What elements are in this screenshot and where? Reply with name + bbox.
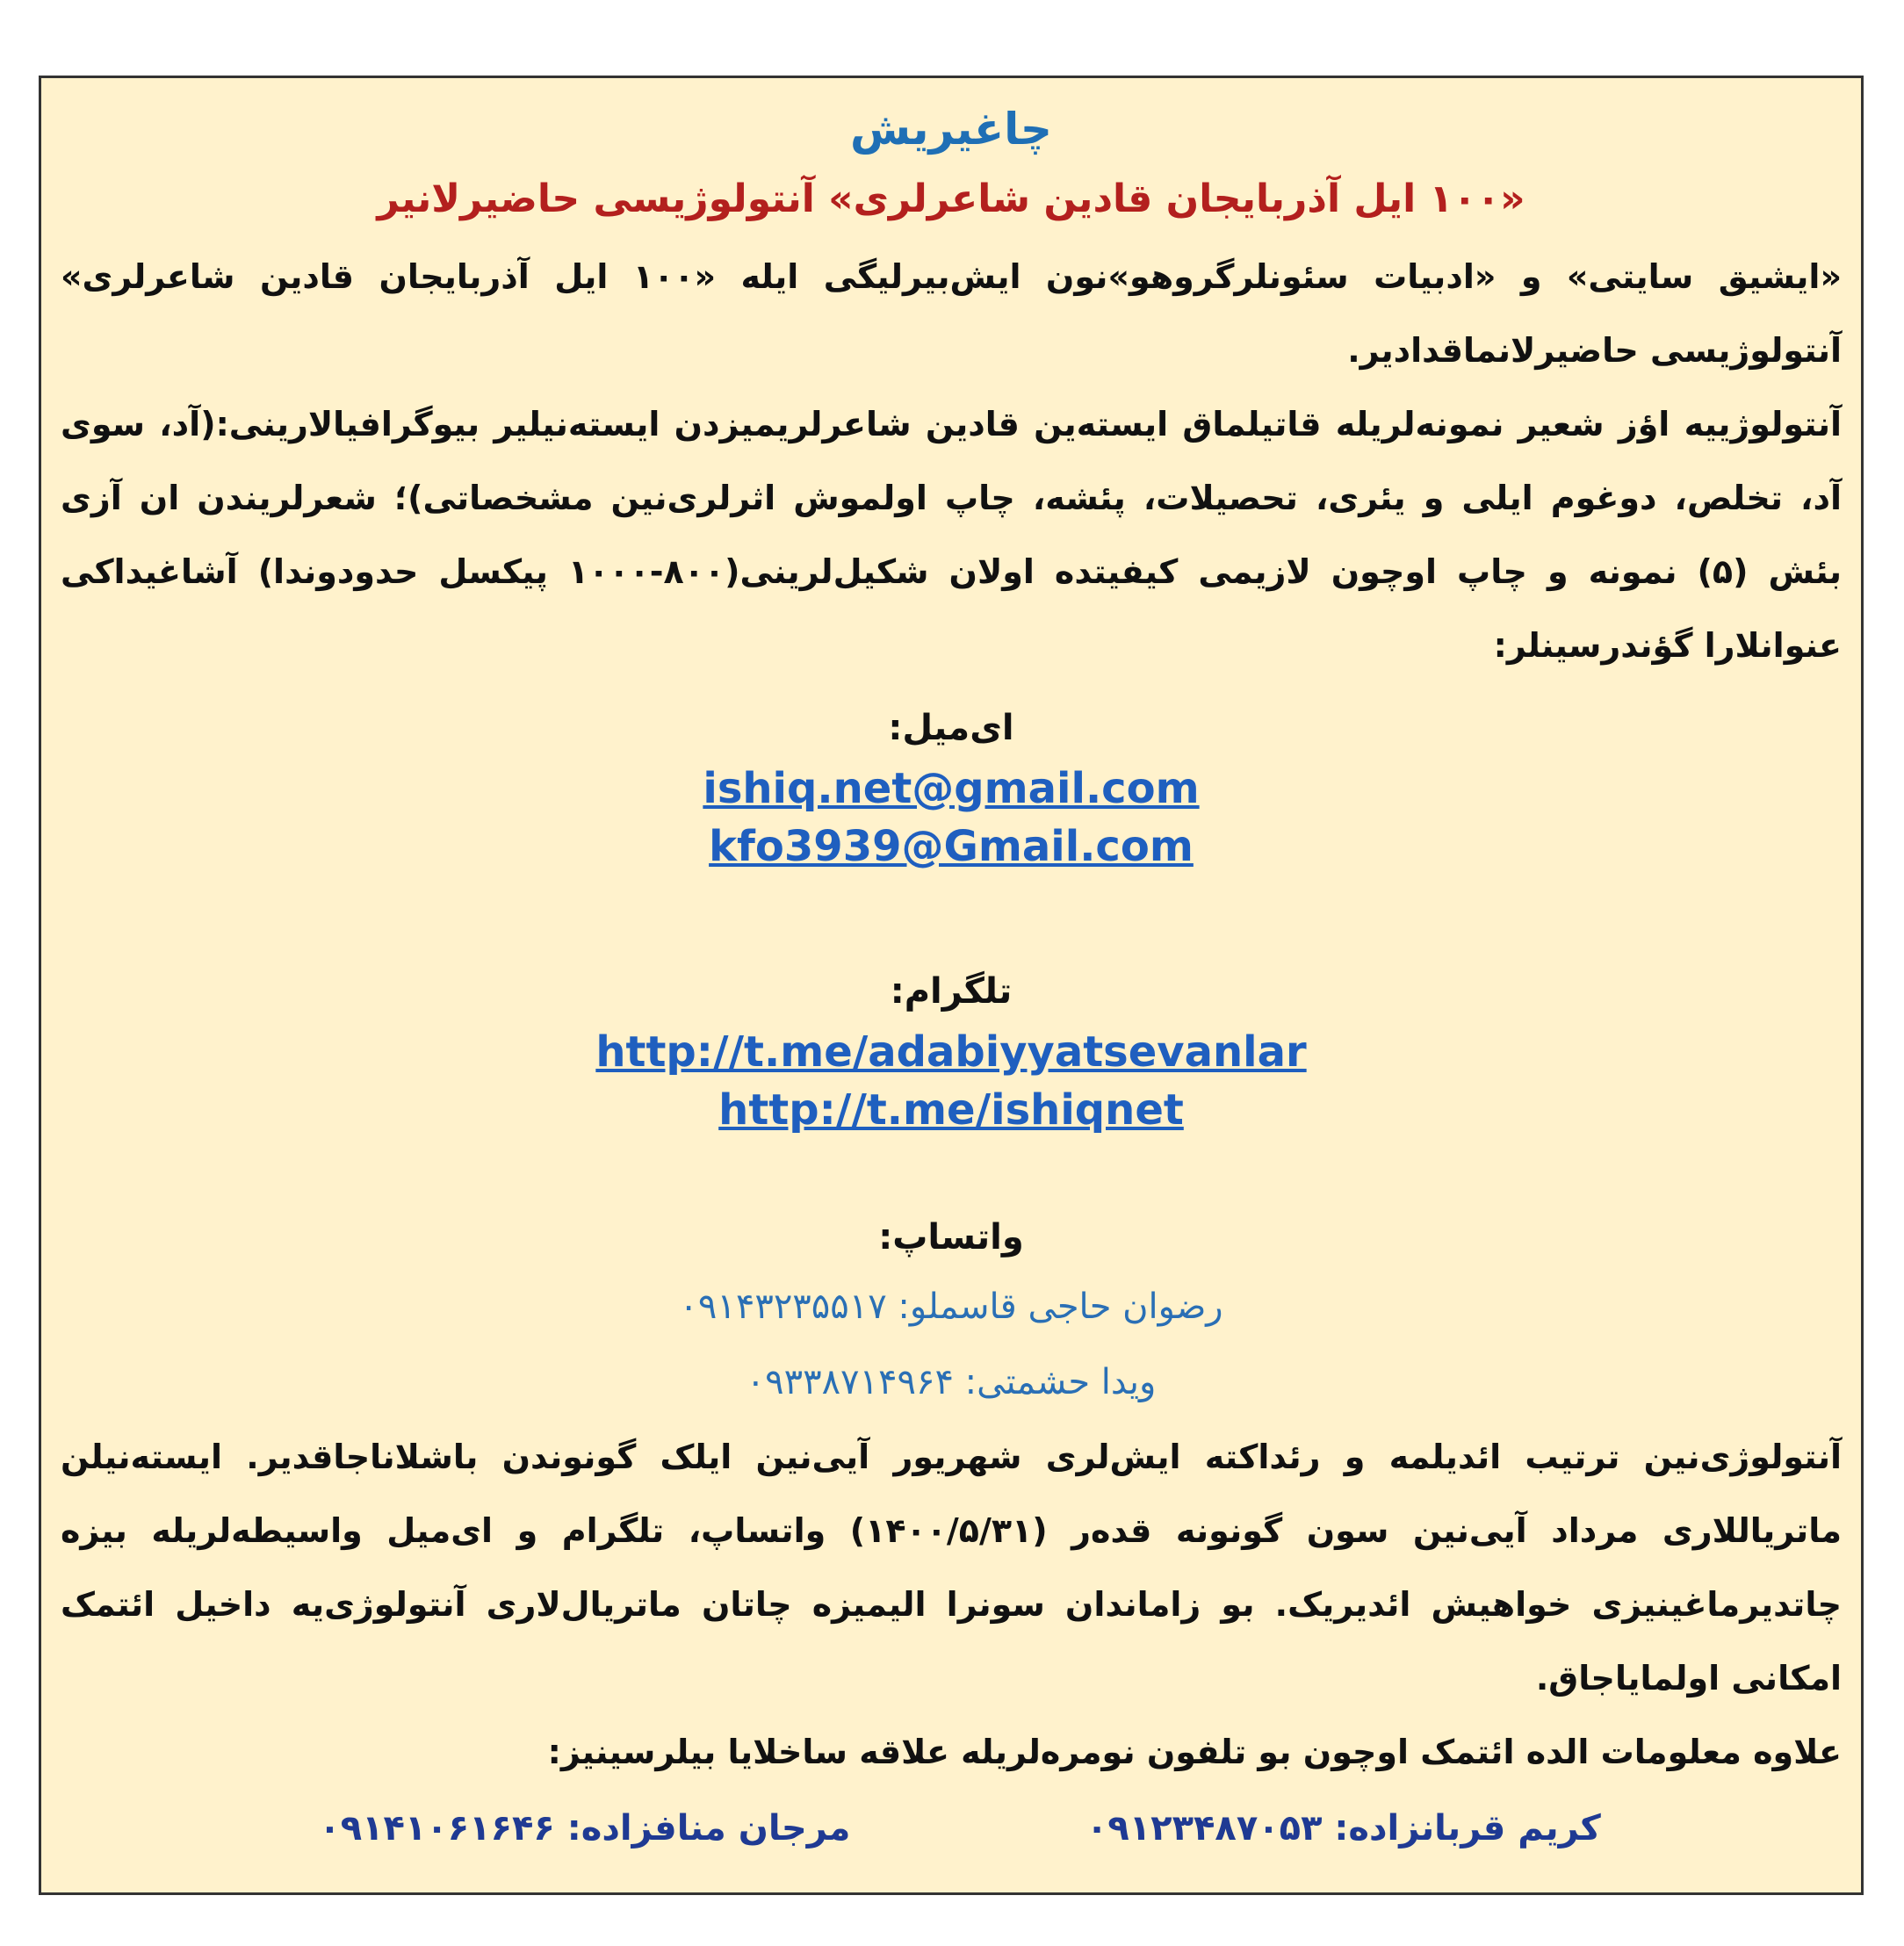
intro-paragraph: «ایشیق سایتی» و «ادبیات سئونلرگروهو»نون ایش‌بیرلیگی ایله «۱۰۰ ایل آذربایجان قادین شاعرلری» آنتولوژیسی حاضیرلانماقدادیر. (61, 257, 1842, 370)
phone-contacts (61, 1789, 1842, 1868)
phone-contact-karim: کریم قربانزاده: ۰۹۱۲۳۴۸۷۰۵۳ (1085, 1808, 1601, 1849)
announcement-box (39, 76, 1864, 1895)
telegram-link-ishiqnet[interactable]: http://t.me/ishiqnet (718, 1085, 1184, 1135)
spacer (61, 1139, 1842, 1192)
email-link-ishiq[interactable]: ishiq.net@gmail.com (703, 764, 1200, 813)
schedule-paragraph: آنتولوژی‌نین ترتیب ائدیلمه و رئداکته ایش‌لری شهریور آیی‌نین ایلک گونوندن باشلاناجاقدیر. ایسته‌نیلن ماتریاللاری مرداد آیی‌نین سون گونونه قده‌ر (۱۴۰۰/۵/۳۱) واتساپ، تلگرام و ای‌میل واسیطه‌لریله بیزه چاتدیرماغینیزی خواهیش ائدیریک. بو زاماندان سونرا الیمیزه چاتان ماتریال‌لاری آنتولوژی‌یه داخیل ائتمک امکانی اولمایاجاق. (61, 1438, 1842, 1697)
announcement-title: چاغیریش (850, 104, 1052, 155)
anthology-subtitle: «۱۰۰ ایل آذربایجان قادین شاعرلری» آنتولوژیسی حاضیرلانیر (377, 177, 1525, 221)
whatsapp-contact-vida: ویدا حشمتی: ۰۹۳۳۸۷۱۴۹۶۴ (746, 1362, 1157, 1402)
requirements-paragraph: آنتولوژییه اؤز شعیر نمونه‌لریله قاتیلماق ایسته‌ین قادین شاعرلریمیزدن ایسته‌نیلیر بیوگرافیالارینی:(آد، سوی آد، تخلص، دوغوم ایلی و یئری، تحصیلات، پئشه، چاپ اولموش اثرلری‌نین مشخصاتی)؛ شعرلریندن ان آزی بئش (۵) نمونه و چاپ اوچون لازیمی کیفیتده اولان شکیل‌لرینی(۸۰۰-۱۰۰۰ پیکسل حدودوندا) آشاغیداکی عنوانلارا گؤندرسینلر: (61, 405, 1842, 665)
email-link-kfo[interactable]: kfo3939@Gmail.com (709, 822, 1194, 871)
spacer (61, 876, 1842, 946)
telegram-link-adabiyyatsevanlar[interactable]: http://t.me/adabiyyatsevanlar (595, 1027, 1307, 1077)
phone-contact-marjan: مرجان منافزاده: ۰۹۱۴۱۰۶۱۶۴۶ (319, 1808, 851, 1849)
announcement-content (41, 78, 1861, 1868)
whatsapp-heading: واتساپ: (878, 1217, 1024, 1258)
telegram-heading: تلگرام: (890, 971, 1013, 1012)
whatsapp-contact-rezvan: رضوان حاجی قاسملو: ۰۹۱۴۳۲۳۵۵۱۷ (679, 1287, 1223, 1327)
email-heading: ای‌میل: (888, 708, 1014, 748)
info-line: علاوه معلومات الده ائتمک اوچون بو تلفون نومره‌لریله علاقه ساخلایا بیلرسینیز: (547, 1733, 1842, 1771)
